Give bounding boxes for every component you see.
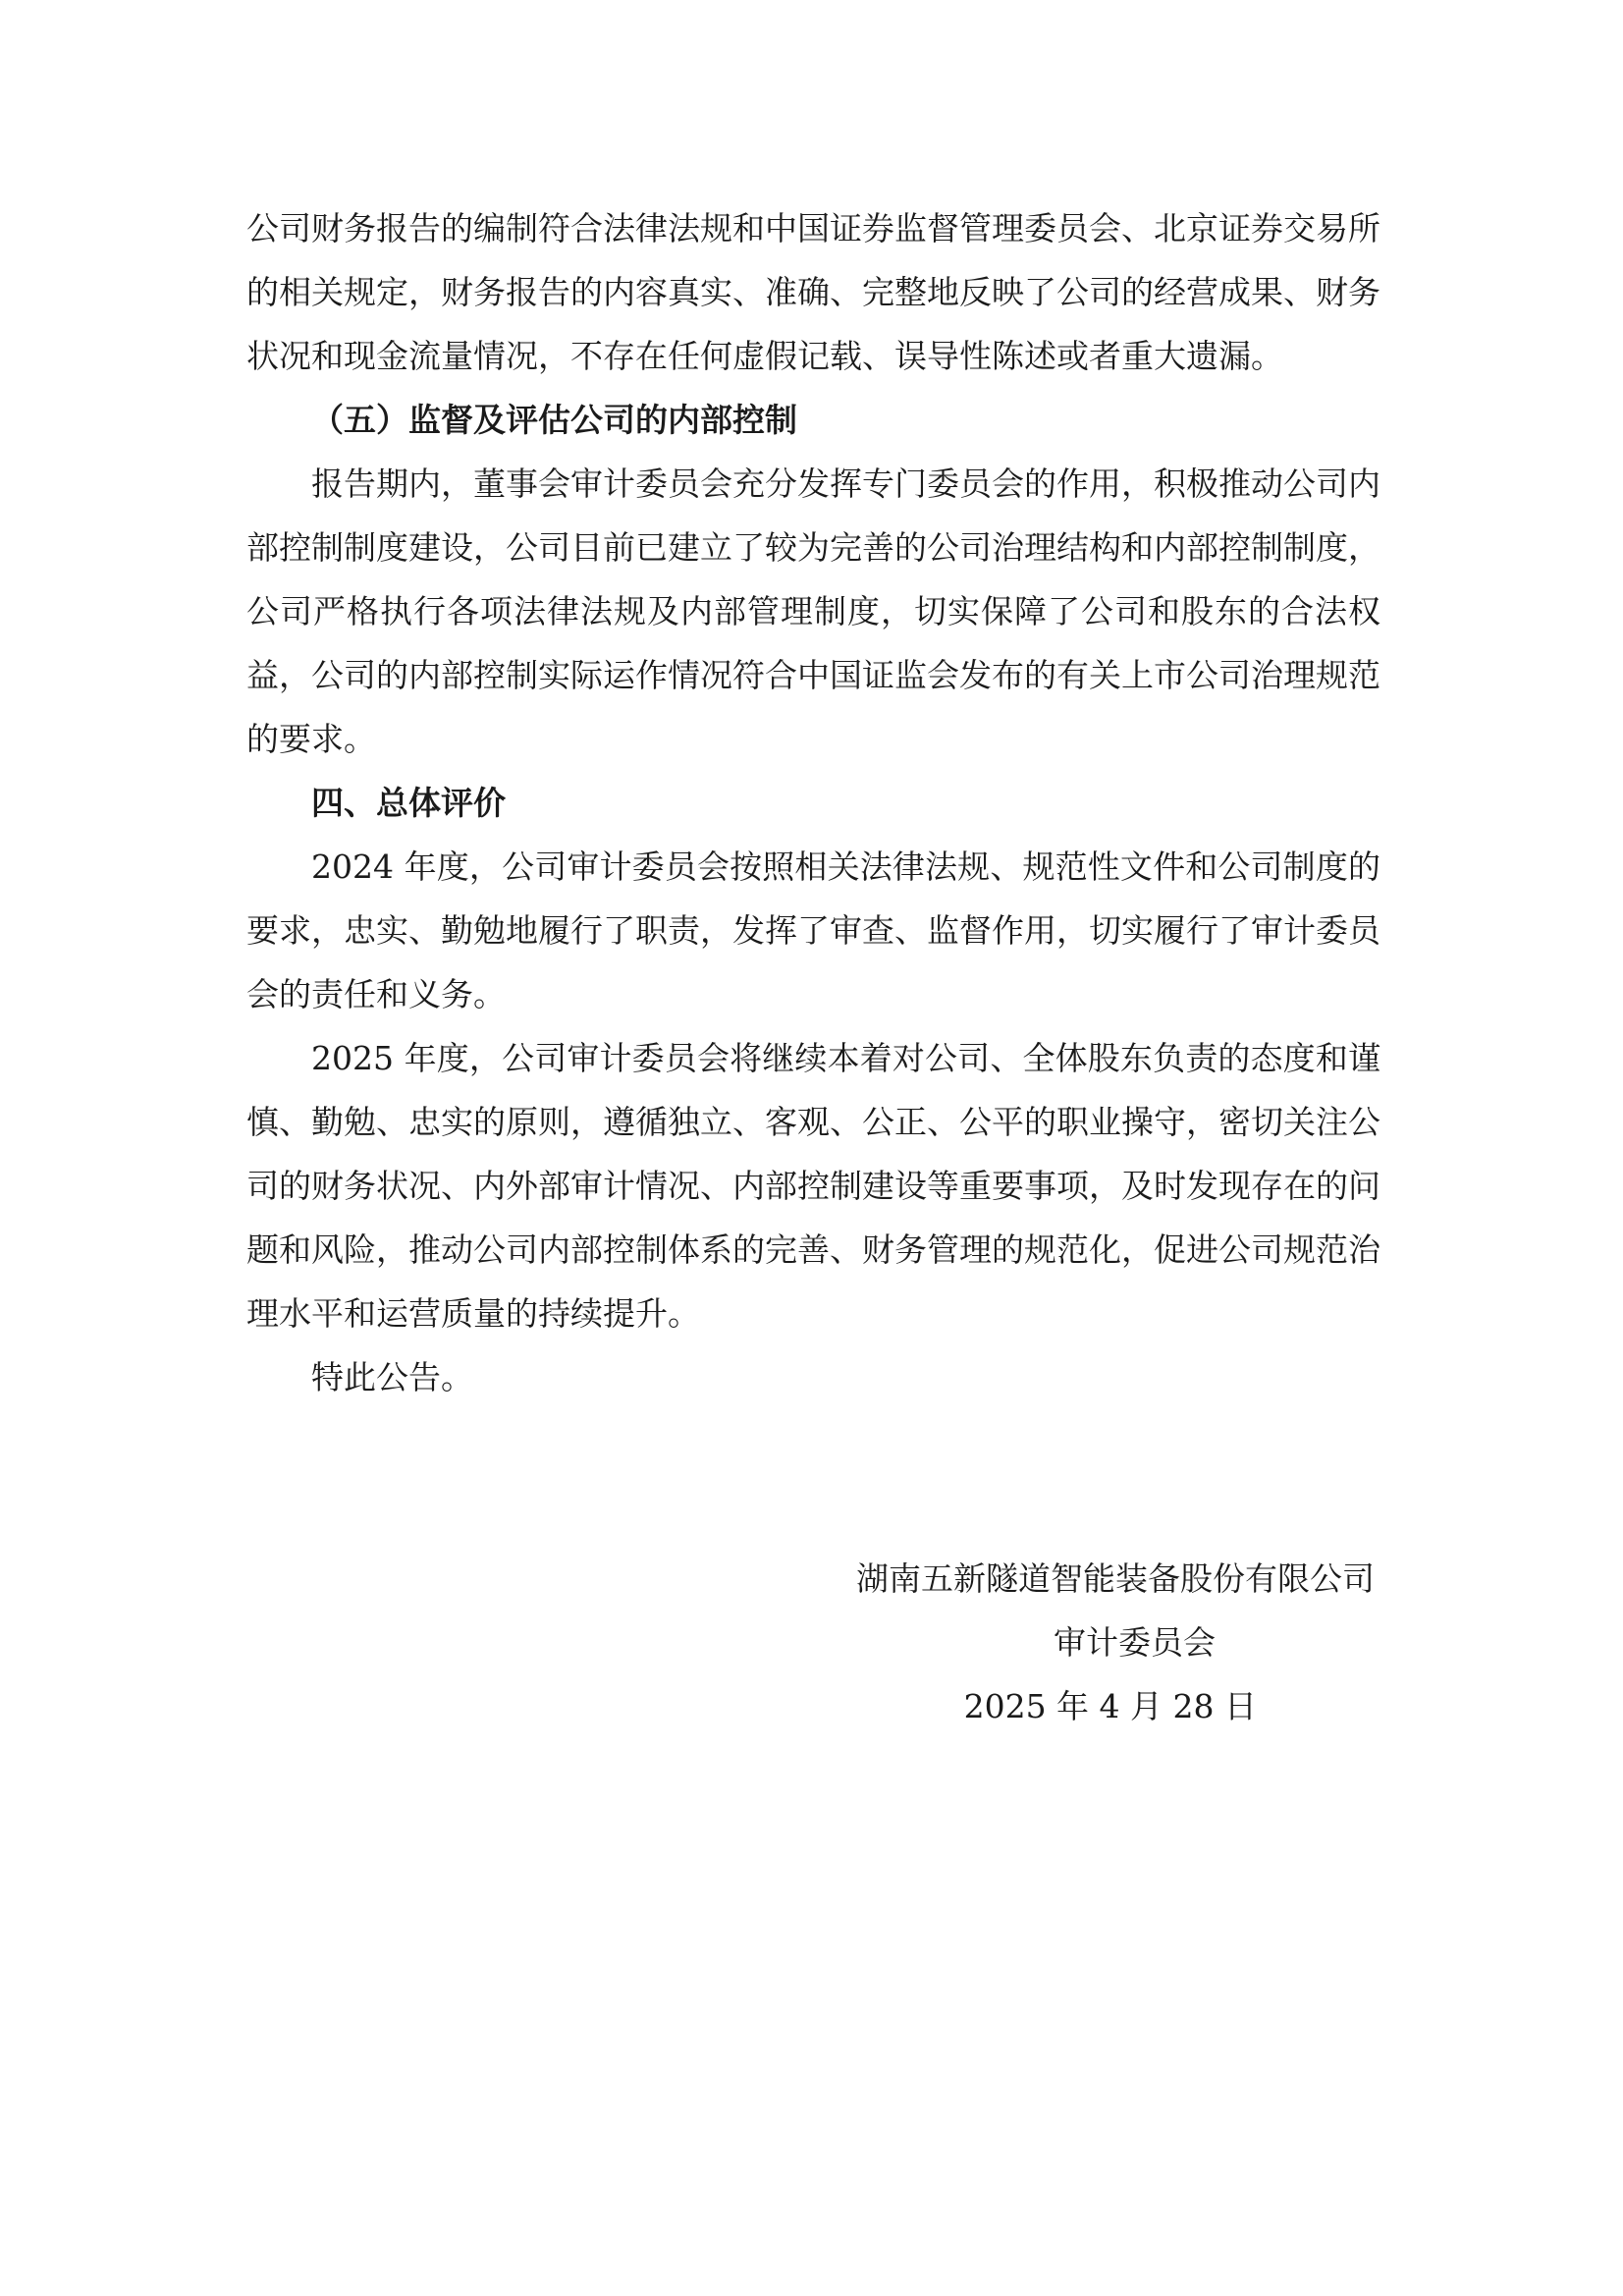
section-4-heading: 四、总体评价 (311, 784, 506, 822)
signature-company: 湖南五新隧道智能装备股份有限公司 (856, 1559, 1375, 1598)
document-body (246, 196, 1380, 1409)
closing-statement: 特此公告。 (311, 1358, 473, 1396)
plan-2025-paragraph: 2025 年度，公司审计委员会将继续本着对公司、全体股东负责的态度和谨慎、勤勉、忠实的原则，遵循独立、客观、公正、公平的职业操守，密切关注公司的财务状况、内外部审计情况、内部控制建设等重要事项，及时发现存在的问题和风险，推动公司内部控制体系的完善、财务管理的规范化，促进公司规范治理水平和运营质量的持续提升。 (246, 1039, 1380, 1333)
evaluation-2024-paragraph: 2024 年度，公司审计委员会按照相关法律法规、规范性文件和公司制度的要求，忠实、勤勉地履行了职责，发挥了审查、监督作用，切实履行了审计委员会的责任和义务。 (246, 847, 1380, 1013)
section-5-heading: （五）监督及评估公司的内部控制 (311, 401, 797, 439)
signature-committee: 审计委员会 (1054, 1623, 1216, 1662)
signature-date: 2025 年 4 月 28 日 (963, 1687, 1257, 1725)
continuation-paragraph: 公司财务报告的编制符合法律法规和中国证券监督管理委员会、北京证券交易所的相关规定，财务报告的内容真实、准确、完整地反映了公司的经营成果、财务状况和现金流量情况，不存在任何虚假记载、误导性陈述或者重大遗漏。 (246, 209, 1380, 375)
signature-block (246, 1547, 1380, 1738)
internal-control-paragraph: 报告期内，董事会审计委员会充分发挥专门委员会的作用，积极推动公司内部控制制度建设，公司目前已建立了较为完善的公司治理结构和内部控制制度，公司严格执行各项法律法规及内部管理制度，切实保障了公司和股东的合法权益，公司的内部控制实际运作情况符合中国证监会发布的有关上市公司治理规范的要求。 (246, 465, 1380, 758)
